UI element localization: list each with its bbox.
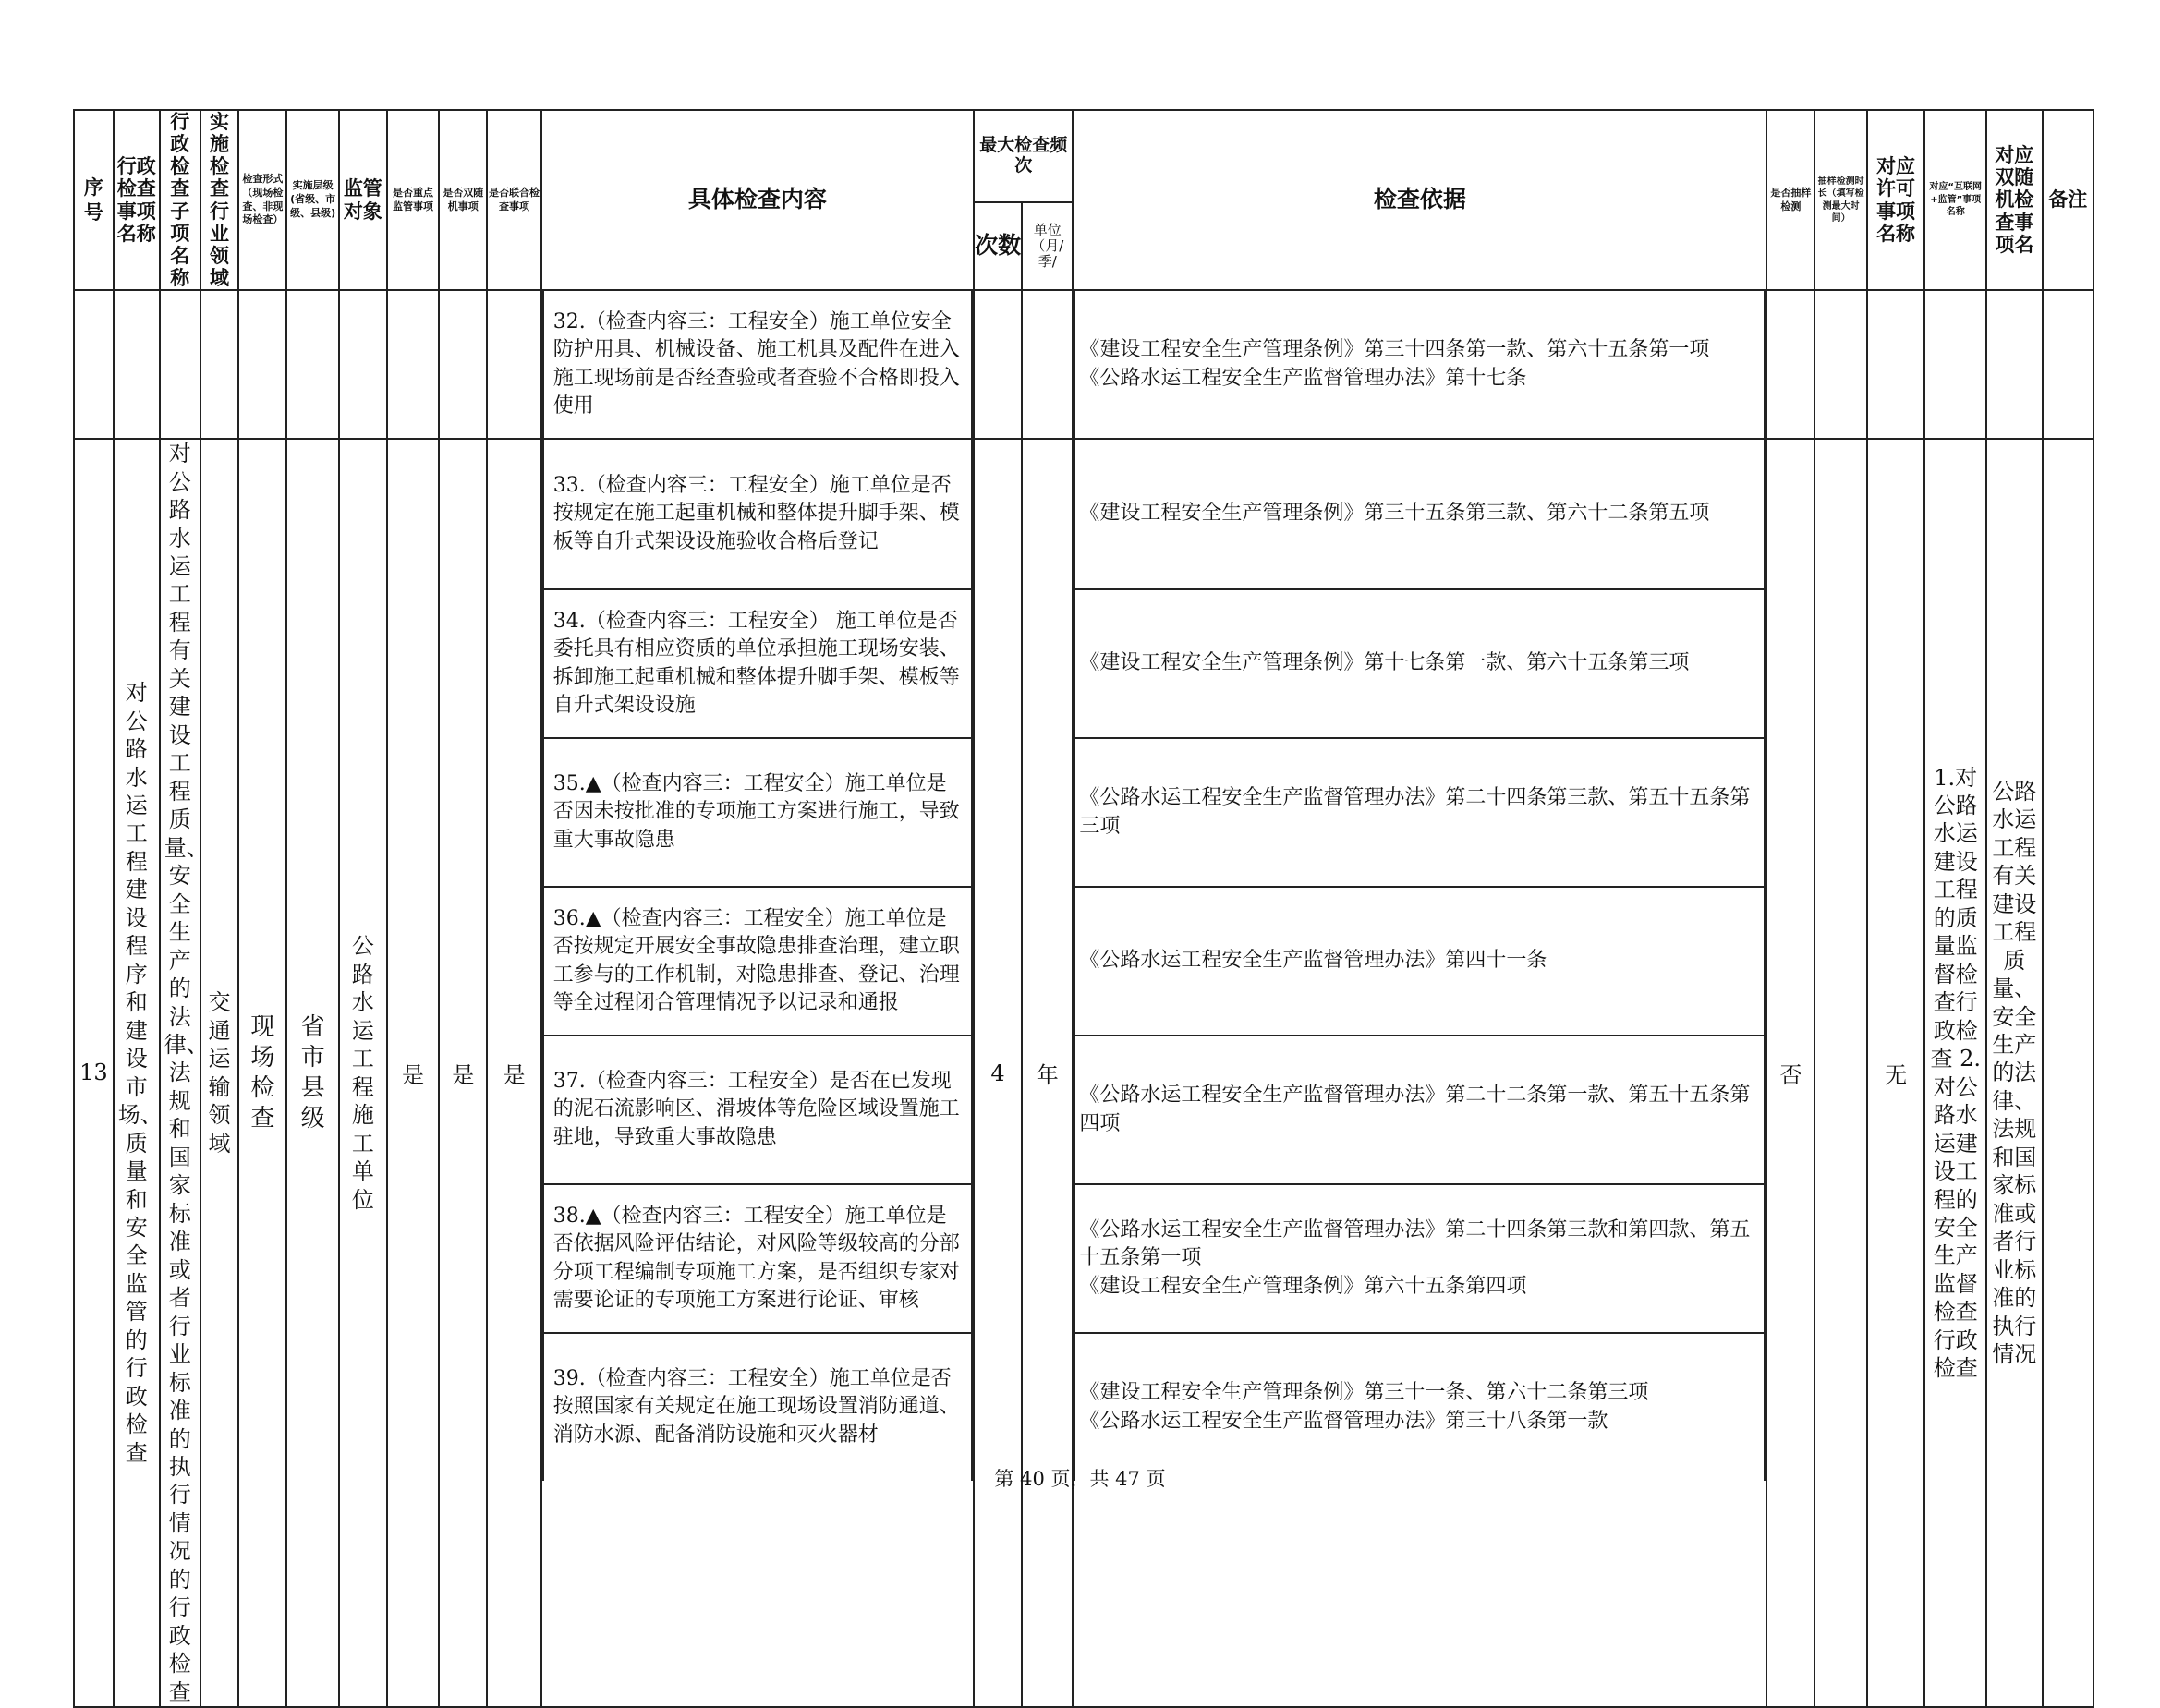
joint-cell: 是 [487,439,540,1707]
header-sampling: 是否抽样检测 [1766,110,1814,290]
header-joint: 是否联合检查事项 [487,110,540,290]
content-cell-37: 37.（检查内容三：工程安全）是否在已发现的泥石流影响区、滑坡体等危险区域设置施工驻地，导致重大事故隐患 [544,1035,971,1183]
seq-cell: 13 [74,439,114,1707]
header-form: 检查形式（现场检查、非现场检查） [238,110,286,290]
header-sampling-time: 抽样检测时长（填写检测最大时间） [1814,110,1866,290]
content-stack [541,439,974,1707]
sampling-time-cell [1814,439,1866,1707]
header-license: 对应许可事项名称 [1867,110,1925,290]
header-sub-item-name: 行政检查子项名称 [160,110,200,290]
header-unit: 单位（月/季/ [1022,202,1073,290]
level-cell: 省市县级 [286,439,338,1707]
basis-cell-37: 《公路水运工程安全生产监督管理办法》第二十二条第一款、第五十五条第四项 [1075,1035,1764,1183]
header-industry: 实施检查行业领域 [200,110,239,290]
table-row-13 [74,439,2093,1707]
content-cell-34: 34.（检查内容三：工程安全） 施工单位是否委托具有相应资质的单位承担施工现场安装、拆卸施工起重机械和整体提升脚手架、模板等自升式架设设施 [544,588,971,737]
content-cell-39: 39.（检查内容三：工程安全）施工单位是否按照国家有关规定在施工现场设置消防通道、消防水源、配备消防设施和灭火器材 [544,1332,971,1481]
header-seq: 序号 [74,110,114,290]
random-item-cell: 公路水运工程有关建设工程质量、安全生产的法律、法规和国家标准或者行业标准的执行情况 [1986,439,2042,1707]
content-cell-36: 36.▲（检查内容三：工程安全）施工单位是否按规定开展安全事故隐患排查治理，建立职工参与的工作机制，对隐患排查、登记、治理等全过程闭合管理情况予以记录和通报 [544,886,971,1035]
header-item-name: 行政检查事项名称 [114,110,160,290]
item-name-cell: 对公路水运工程建设程序和建设市场、质量和安全监管的行政检查 [114,439,160,1707]
header-internet: 对应“互联网+监管”事项名称 [1924,110,1986,290]
content-cell-38: 38.▲（检查内容三：工程安全）施工单位是否依据风险评估结论，对风险等级较高的分部分项工程编制专项施工方案，是否组织专家对需要论证的专项施工方案进行论证、审核 [544,1183,971,1332]
basis-cell-39: 《建设工程安全生产管理条例》第三十一条、第六十二条第三项 《公路水运工程安全生产监督管理办法》第三十八条第一款 [1075,1332,1764,1481]
double-random-cell: 是 [439,439,487,1707]
unit-cell: 年 [1022,439,1073,1707]
content-cell-33: 33.（检查内容三：工程安全）施工单位是否按规定在施工起重机械和整体提升脚手架、模板等自升式架设设施验收合格后登记 [552,474,960,553]
header-times: 次数 [974,202,1022,290]
header-random-item: 对应双随机检查事项名 [1986,110,2042,290]
header-basis: 检查依据 [1073,110,1766,290]
content-cell-35: 35.▲（检查内容三：工程安全）施工单位是否因未按批准的专项施工方案进行施工，导致重大事故隐患 [544,737,971,886]
header-content: 具体检查内容 [541,110,974,290]
sub-item-name-cell: 对公路水运工程有关建设工程质量、安全生产的法律、法规和国家标准或者行业标准的执行情况的行政检查 [160,439,200,1707]
header-object: 监管对象 [339,110,387,290]
header-double-random: 是否双随机事项 [439,110,487,290]
basis-cell-35: 《公路水运工程安全生产监督管理办法》第二十四条第三款、第五十五条第三项 [1075,737,1764,886]
remark-cell [2043,439,2093,1707]
table-row-prev [74,290,2093,439]
key-item-cell: 是 [387,439,439,1707]
header-level: 实施层级(省级、市级、县级) [286,110,338,290]
header-max-freq: 最大检查频次 [974,110,1073,202]
basis-cell-38: 《公路水运工程安全生产监督管理办法》第二十四条第三款和第四款、第五十五条第一项 《建设工程安全生产管理条例》第六十五条第四项 [1075,1183,1764,1332]
header-key-item: 是否重点监管事项 [387,110,439,290]
sampling-cell: 否 [1766,439,1814,1707]
object-cell: 公路水运工程施工单位 [339,439,387,1707]
content-cell-32: 32.（检查内容三：工程安全）施工单位安全防护用具、机械设备、施工机具及配件在进入施工现场前是否经查验或者查验不合格即投入使用 [542,291,973,438]
page-footer: 第 40 页，共 47 页 [994,1468,1166,1490]
industry-cell: 交通运输领域 [200,439,239,1707]
basis-cell-34: 《建设工程安全生产管理条例》第十七条第一款、第六十五条第三项 [1075,588,1764,737]
form-cell: 现场检查 [238,439,286,1707]
basis-cell-33: 《建设工程安全生产管理条例》第三十五条第三款、第六十二条第五项 [1079,502,1710,526]
internet-cell: 1.对公路水运建设工程的质量监督检查行政检查 2.对公路水运建设工程的安全生产监督检查行政检查 [1924,439,1986,1707]
license-cell: 无 [1867,439,1925,1707]
times-cell: 4 [974,439,1022,1707]
header-remark: 备注 [2043,110,2093,290]
basis-cell-36: 《公路水运工程安全生产监督管理办法》第四十一条 [1075,886,1764,1035]
basis-cell-32: 《建设工程安全生产管理条例》第三十四条第一款、第六十五条第一项 《公路水运工程安全生产监督管理办法》第十七条 [1074,291,1766,438]
basis-stack [1073,439,1766,1707]
